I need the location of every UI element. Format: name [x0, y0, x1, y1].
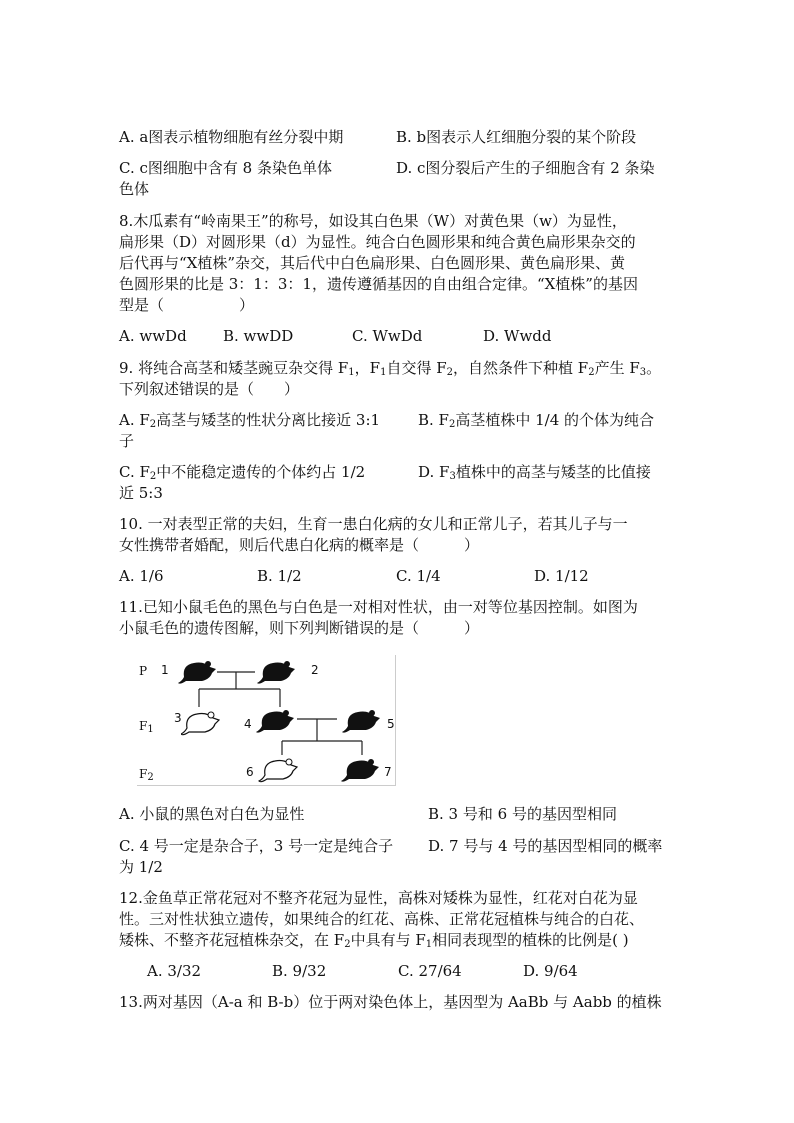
q7-option-d: D. c图分裂后产生的子细胞含有 2 条染: [396, 159, 655, 177]
q11-option-d: D. 7 号与 4 号的基因型相同的概率: [428, 837, 663, 855]
q8-option-d: D. Wwdd: [483, 327, 552, 345]
white-mouse-icon: [258, 755, 300, 785]
q12-stem-line-1: 12.金鱼草正常花冠对不整齐花冠为显性，高株对矮株为显性，红花对白花为显: [119, 889, 638, 907]
q8-stem-line-2: 扁形果（D）对圆形果（d）为显性。纯合白色圆形果和纯合黄色扁形果杂交的: [119, 233, 636, 251]
q12-option-d: D. 9/64: [523, 962, 578, 980]
q7-option-b: B. b图表示人红细胞分裂的某个阶段: [396, 128, 637, 146]
generation-label-f2: $F_2$: [139, 767, 154, 783]
q11-option-a: A. 小鼠的黑色对白色为显性: [119, 805, 305, 823]
q10-stem-line-2: 女性携带者婚配，则后代患白化病的概率是（ ）: [119, 536, 480, 554]
black-mouse-icon: [341, 706, 383, 736]
mouse-pedigree-figure: [137, 655, 396, 786]
generation-label-f1: $F_1$: [139, 719, 154, 735]
q9-option-b-cont: 子: [119, 432, 135, 450]
individual-label-4: 4: [244, 717, 252, 731]
q9-option-d-cont: 近 5:3: [119, 484, 163, 502]
q9-stem-line-1: 9. 将纯合高茎和矮茎豌豆杂交得 $F_1$，$F_1$自交得 $F_2$，自然条件下种植 $F_2$产生 $F_3$。: [119, 359, 662, 378]
q9-option-d: D. $F_3$植株中的高茎与矮茎的比值接: [418, 463, 651, 482]
q12-stem-line-2: 性。三对性状独立遗传，如果纯合的红花、高株、正常花冠植株与纯合的白花、: [119, 910, 645, 928]
individual-label-5: 5: [387, 717, 395, 731]
q10-option-b: B. 1/2: [257, 567, 302, 585]
q12-option-b: B. 9/32: [272, 962, 327, 980]
black-mouse-icon: [257, 657, 297, 687]
q7-option-c: C. c图细胞中含有 8 条染色单体: [119, 159, 332, 177]
white-mouse-icon: [181, 708, 221, 738]
q10-option-d: D. 1/12: [534, 567, 589, 585]
q8-stem-line-5: 型是（ ）: [119, 296, 255, 314]
q11-option-b: B. 3 号和 6 号的基因型相同: [428, 805, 617, 823]
q9-stem-line-2: 下列叙述错误的是（ ）: [119, 380, 300, 398]
q7-option-d-cont: 色体: [119, 180, 150, 198]
q8-option-c: C. WwDd: [352, 327, 423, 345]
q12-option-c: C. 27/64: [398, 962, 462, 980]
individual-label-6: 6: [246, 765, 254, 779]
individual-label-7: 7: [384, 765, 392, 779]
q11-option-d-cont: 为 1/2: [119, 858, 163, 876]
q9-option-b: B. $F_2$高茎植株中 1/4 的个体为纯合: [418, 411, 655, 430]
q8-stem-line-1: 8.木瓜素有“岭南果王”的称号，如设其白色果（W）对黄色果（w）为显性，: [119, 212, 627, 230]
q12-option-a: A. 3/32: [147, 962, 202, 980]
generation-label-p: P: [139, 664, 148, 678]
individual-label-3: 3: [174, 711, 182, 725]
black-mouse-icon: [178, 657, 218, 687]
q8-stem-line-4: 色圆形果的比是 3：1：3：1，遗传遵循基因的自由组合定律。“X植株”的基因: [119, 275, 638, 293]
q10-option-c: C. 1/4: [396, 567, 441, 585]
q11-stem-line-1: 11.已知小鼠毛色的黑色与白色是一对相对性状，由一对等位基因控制。如图为: [119, 598, 638, 616]
q8-option-a: A. wwDd: [119, 327, 187, 345]
q11-stem-line-2: 小鼠毛色的遗传图解，则下列判断错误的是（ ）: [119, 619, 480, 637]
black-mouse-icon: [340, 755, 382, 785]
q10-option-a: A. 1/6: [119, 567, 164, 585]
q8-option-b: B. wwDD: [223, 327, 294, 345]
q7-option-a: A. a图表示植物细胞有丝分裂中期: [119, 128, 344, 146]
q9-option-a: A. $F_2$高茎与矮茎的性状分离比接近 3:1: [119, 411, 381, 430]
q11-option-c: C. 4 号一定是杂合子，3 号一定是纯合子: [119, 837, 394, 855]
q13-stem-line-1: 13.两对基因（A-a 和 B-b）位于两对染色体上，基因型为 AaBb 与 Aabb 的植株: [119, 993, 662, 1011]
black-mouse-icon: [255, 706, 297, 736]
q8-stem-line-3: 后代再与“X植株”杂交，其后代中白色扁形果、白色圆形果、黄色扁形果、黄: [119, 254, 626, 272]
individual-label-1: 1: [161, 663, 169, 677]
individual-label-2: 2: [311, 663, 319, 677]
q9-option-c: C. $F_2$中不能稳定遗传的个体约占 1/2: [119, 463, 366, 482]
q12-stem-line-3: 矮株、不整齐花冠植株杂交，在 $F_2$中具有与 $F_1$相同表现型的植株的比例是( ): [119, 931, 629, 950]
q10-stem-line-1: 10. 一对表型正常的夫妇，生育一患白化病的女儿和正常儿子，若其儿子与一: [119, 515, 628, 533]
